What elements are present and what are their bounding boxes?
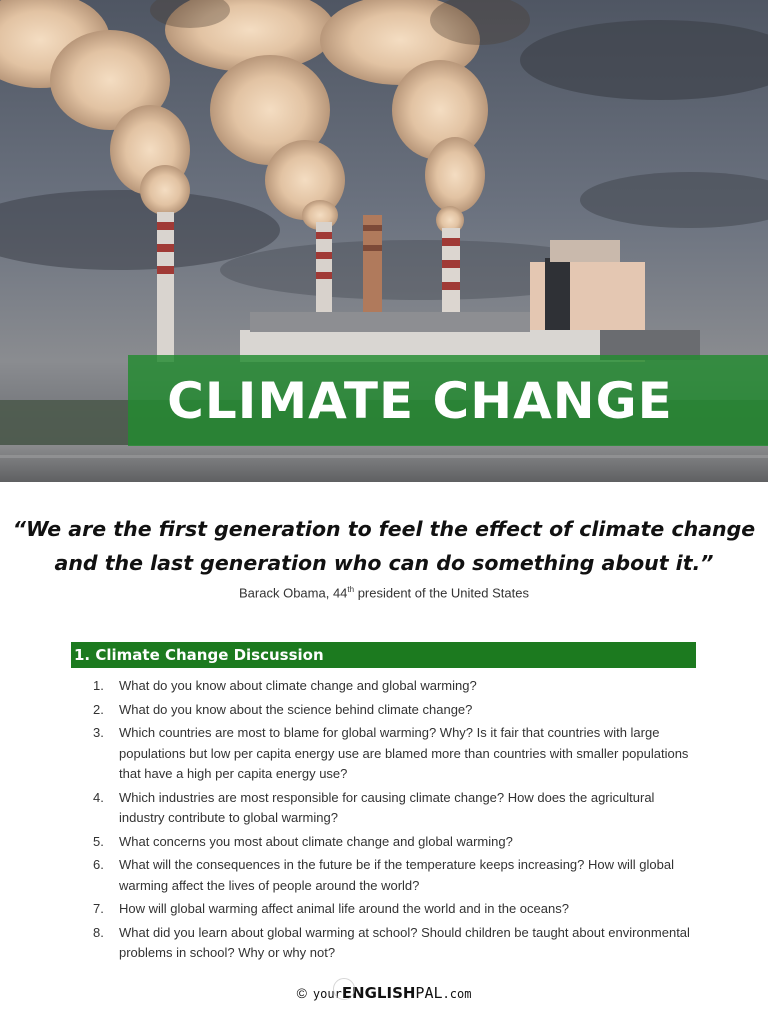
- question-item: [93, 899, 693, 920]
- quote-attribution: [0, 585, 768, 600]
- question-text: What concerns you most about climate change and global warming?: [119, 833, 513, 849]
- brand-your: your: [312, 987, 342, 1001]
- attribution-role: president of the United States: [354, 585, 529, 601]
- question-number: 5.: [93, 833, 104, 849]
- footer: [0, 984, 768, 1002]
- question-number: 2.: [93, 701, 104, 717]
- question-text: Which industries are most responsible for causing climate change? How does the agricultural industry contribute to global warming?: [119, 789, 655, 825]
- question-item: [93, 723, 693, 785]
- hero-image: [0, 0, 768, 482]
- question-text: What do you know about climate change and global warming?: [119, 678, 477, 693]
- question-number: 8.: [93, 924, 104, 940]
- brand-domain: .com: [442, 987, 472, 1001]
- question-number: 6.: [93, 857, 104, 872]
- section-header: [71, 642, 696, 668]
- brand-logo-icon: [333, 978, 355, 1000]
- question-number: 3.: [93, 725, 104, 740]
- question-item: [93, 788, 693, 829]
- question-item: [93, 676, 693, 697]
- question-list: [93, 676, 693, 967]
- attribution-name: Barack Obama, 44: [239, 585, 348, 601]
- question-item: [93, 855, 693, 896]
- question-text: Which countries are most to blame for global warming? Why? Is it fair that countries with large populations but low per capita energy use are blamed more than countries with smaller populations that have a high per capita energy use?: [119, 725, 689, 781]
- question-item: [93, 923, 693, 964]
- question-number: 7.: [93, 901, 104, 916]
- question-text: How will global warming affect animal life around the world and in the oceans?: [119, 901, 569, 916]
- question-number: 4.: [93, 789, 104, 805]
- question-text: What will the consequences in the future be if the temperature keeps increasing? How will global warming affect the lives of people around the world?: [119, 857, 674, 893]
- question-number: 1.: [93, 678, 104, 693]
- brand-pal: PAL: [415, 984, 443, 1002]
- attribution-ordinal: th: [347, 585, 355, 594]
- question-text: What do you know about the science behind climate change?: [119, 701, 473, 717]
- question-text: What did you learn about global warming at school? Should children be taught about environmental problems in school? Why or why not?: [119, 924, 690, 960]
- question-item: [93, 700, 693, 721]
- question-item: [93, 832, 693, 853]
- copyright-symbol: ©: [296, 985, 307, 1001]
- brand-english: ENGLISH: [341, 984, 416, 1002]
- quote-line-2: and the last generation who can do something about it.”: [54, 551, 714, 575]
- title-band: [128, 355, 768, 446]
- section-title: 1. Climate Change Discussion: [74, 646, 324, 664]
- quote-line-1: “We are the first generation to feel the effect of climate change: [12, 517, 756, 541]
- quote-block: [0, 512, 768, 580]
- page-title: CLIMATE CHANGE: [167, 371, 673, 430]
